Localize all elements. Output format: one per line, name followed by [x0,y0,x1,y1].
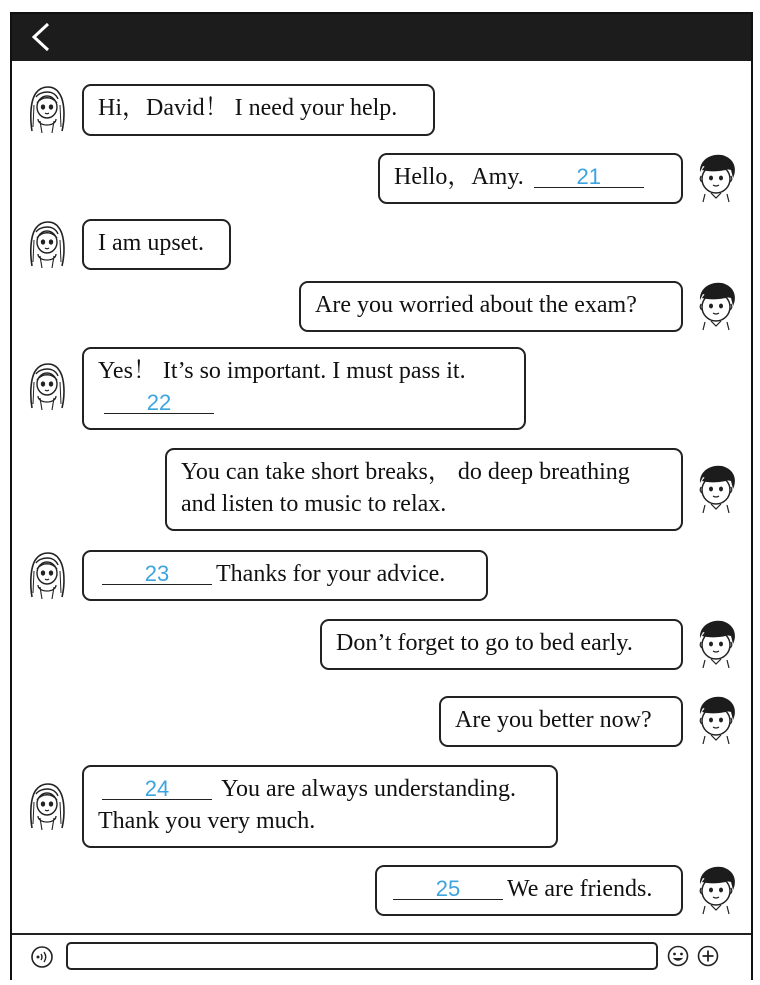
message-bubble [82,347,526,430]
chevron-left-icon[interactable] [26,18,56,56]
amy-avatar [24,218,70,270]
message-text: Thanks for your advice. [216,561,446,587]
message-bubble [439,696,683,747]
header-bar [12,14,751,61]
blank-number: 24 [144,776,170,801]
message-bubble [165,448,683,531]
blank-number: 23 [144,561,170,586]
answer-blank[interactable] [534,161,644,188]
message-text: We are friends. [507,876,653,902]
message-text: You are always understanding. [216,776,516,802]
message-text: Are you worried about the exam? [315,292,637,318]
message-text: Hello，Amy. [394,164,530,190]
message-text: and listen to music to relax. [181,491,447,517]
david-avatar [693,694,739,746]
amy-avatar [24,83,70,135]
david-avatar [693,618,739,670]
plus-icon[interactable] [697,945,719,967]
amy-avatar [24,780,70,832]
message-bubble [320,619,683,670]
david-avatar [693,864,739,916]
answer-blank[interactable] [102,558,212,585]
message-text: I am upset. [98,230,204,256]
message-bubble [82,550,488,601]
david-avatar [693,152,739,204]
blank-number: 21 [576,164,601,189]
emoji-icon[interactable] [667,945,689,967]
david-avatar [693,463,739,515]
answer-blank[interactable] [393,873,503,900]
answer-blank[interactable] [102,773,212,800]
blank-number: 22 [146,390,172,415]
message-text: Yes！ It’s so important. I must pass it. [98,358,466,384]
message-text: Don’t forget to go to bed early. [336,630,633,656]
message-bubble [82,765,558,848]
amy-avatar [24,360,70,412]
message-bubble [82,219,231,270]
david-avatar [693,280,739,332]
message-bubble [299,281,683,332]
message-text: Are you better now? [455,707,652,733]
message-bubble [82,84,435,136]
amy-avatar [24,549,70,601]
message-bubble [375,865,683,916]
message-text: You can take short breaks， do deep breathing [181,459,630,485]
message-input[interactable] [66,942,658,970]
blank-number: 25 [435,876,461,901]
voice-icon[interactable] [30,945,54,969]
message-text: Thank you very much. [98,808,316,834]
answer-blank[interactable] [104,387,214,414]
message-bubble [378,153,683,204]
message-text: Hi，David！ I need your help. [98,95,398,121]
